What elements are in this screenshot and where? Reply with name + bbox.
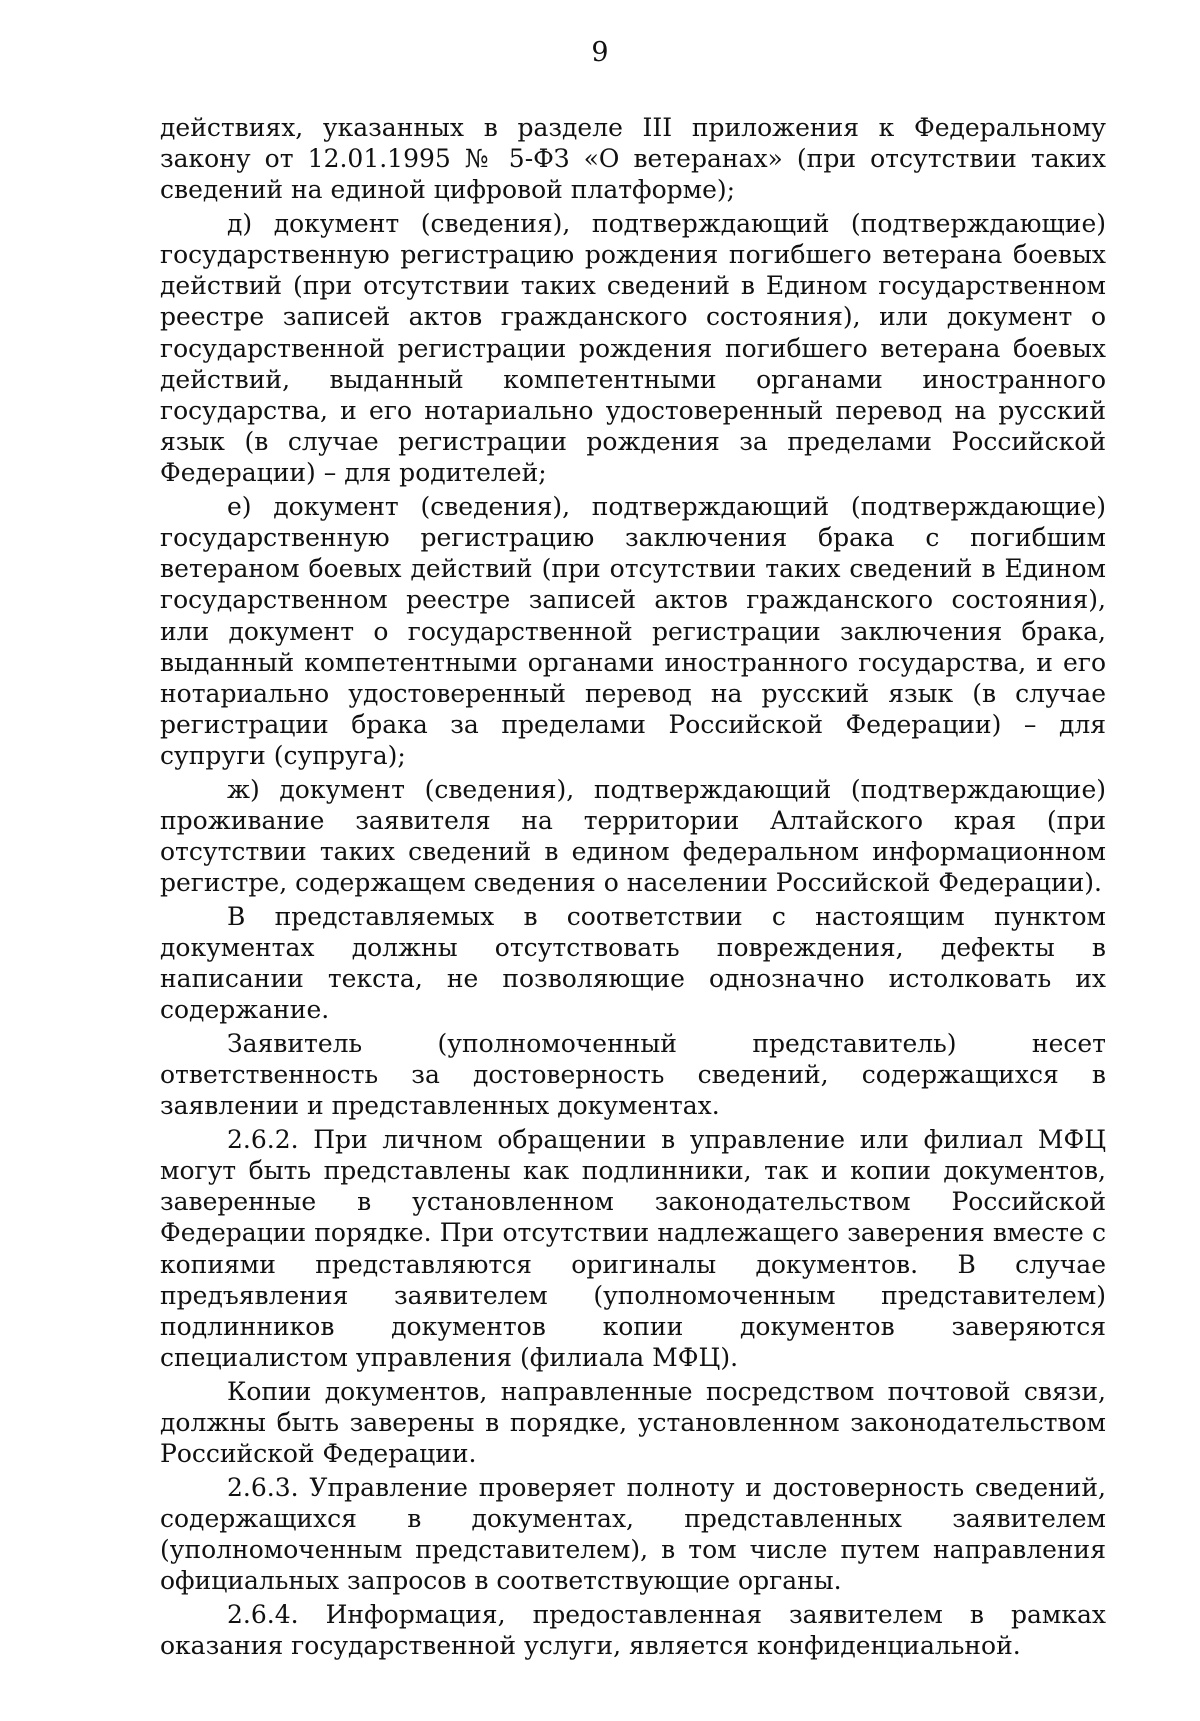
paragraph-2-6-3: 2.6.3. Управление проверяет полноту и достоверность сведений, содержащихся в документах, представленных заявителем (уполномоченным представителем), в том числе путем направления официальных запросов в соответствующие органы. (160, 1472, 1106, 1596)
paragraph-postal-copies: Копии документов, направленные посредством почтовой связи, должны быть заверены в порядке, установленном законодательством Российской Федерации. (160, 1376, 1106, 1469)
paragraph-2-6-4: 2.6.4. Информация, предоставленная заявителем в рамках оказания государственной услуги, является конфиденциальной. (160, 1599, 1106, 1660)
paragraph-item-d: д) документ (сведения), подтверждающий (подтверждающие) государственную регистрацию рождения погибшего ветерана боевых действий (при отсутствии таких сведений в Едином государственном реестре записей актов гражданского состояния), или документ о государственной регистрации рождения погибшего ветерана боевых действий, выданный компетентными органами иностранного государства, и его нотариально удостоверенный перевод на русский язык (в случае регистрации рождения за пределами Российской Федерации) – для родителей; (160, 208, 1106, 488)
paragraph-document-defects: В представляемых в соответствии с настоящим пунктом документах должны отсутствовать повреждения, дефекты в написании текста, не позволяющие однозначно истолковать их содержание. (160, 901, 1106, 1025)
paragraph-item-e: е) документ (сведения), подтверждающий (подтверждающие) государственную регистрацию заключения брака с погибшим ветераном боевых действий (при отсутствии таких сведений в Едином государственном реестре записей актов гражданского состояния), или документ о государственной регистрации заключения брака, выданный компетентными органами иностранного государства, и его нотариально удостоверенный перевод на русский язык (в случае регистрации брака за пределами Российской Федерации) – для супруги (супруга); (160, 491, 1106, 771)
paragraph-applicant-responsibility: Заявитель (уполномоченный представитель) несет ответственность за достоверность сведений, содержащихся в заявлении и представленных документах. (160, 1029, 1106, 1121)
paragraph-continuation: действиях, указанных в разделе III приложения к Федеральному закону от 12.01.1995 № 5-ФЗ «О ветеранах» (при отсутствии таких сведений на единой цифровой платформе); (160, 113, 1106, 205)
page-number: 9 (591, 37, 609, 68)
paragraph-item-zh: ж) документ (сведения), подтверждающий (подтверждающие) проживание заявителя на территории Алтайского края (при отсутствии таких сведений в едином федеральном информационном регистре, содержащем сведения о населении Российской Федерации). (160, 774, 1106, 898)
paragraph-2-6-2: 2.6.2. При личном обращении в управление или филиал МФЦ могут быть представлены как подлинники, так и копии документов, заверенные в установленном законодательством Российской Федерации порядке. При отсутствии надлежащего заверения вместе с копиями представляются оригиналы документов. В случае предъявления заявителем (уполномоченным представителем) подлинников документов копии документов заверяются специалистом управления (филиала МФЦ). (160, 1125, 1106, 1373)
document-body (160, 112, 1106, 1664)
